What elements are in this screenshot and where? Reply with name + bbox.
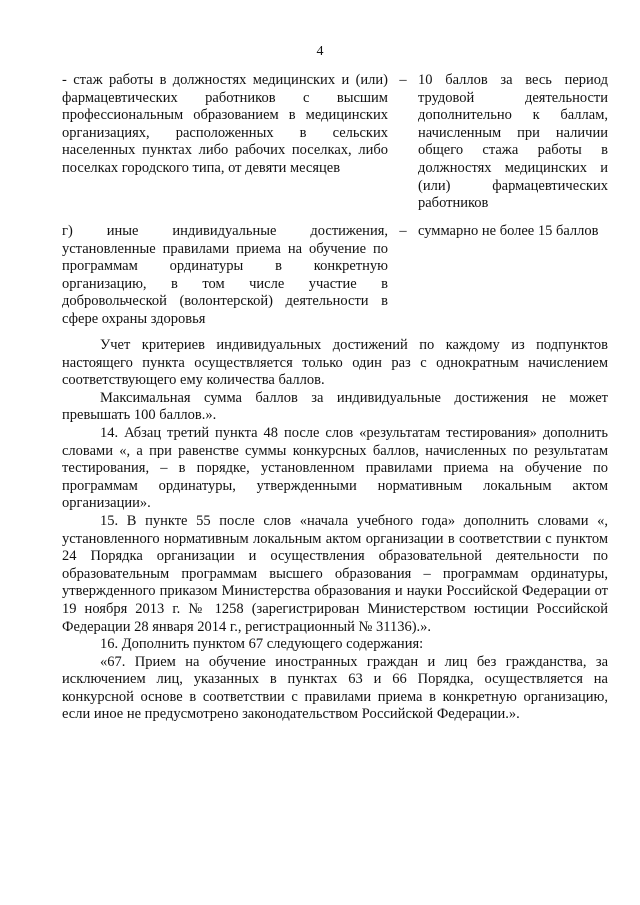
paragraph: Учет критериев индивидуальных достижений по каждому из подпунктов настоящего пункта осуществляется только один раз с однократным начислением соответствующего ему количества баллов. — [62, 337, 608, 389]
dash-separator: – — [399, 72, 407, 88]
dash-separator: – — [399, 223, 407, 239]
criterion-text: - стаж работы в должностях медицинских и (или) фармацевтических работников с высшим профессиональным образованием в медицинских организациях, расположенных в сельских населенных пунктах либо рабочих поселках, либо поселках городского типа, от девяти месяцев — [62, 72, 388, 176]
criterion-text: г) иные индивидуальные достижения, установленные правилами приема на обучение по программам ординатуры в конкретную организацию, в том числе участие в добровольческой (волонтерской) деятельности в сфере охраны здоровья — [62, 223, 388, 327]
paragraph: 16. Дополнить пунктом 67 следующего содержания: — [100, 636, 424, 653]
body-text — [62, 337, 608, 724]
points-text: суммарно не более 15 баллов — [418, 223, 599, 239]
points-text: 10 баллов за весь период трудовой деятельности дополнительно к баллам, начисленным при наличии общего стажа работы в должностях медицинских и (или) фармацевтических работников — [418, 72, 608, 212]
paragraph: «67. Прием на обучение иностранных граждан и лиц без гражданства, за исключением лиц, указанных в пунктах 63 и 66 Порядка, осуществляется на конкурсной основе в соответствии с правилами приема в конкретную организацию, если иное не предусмотрено законодательством Российской Федерации.». — [62, 653, 608, 723]
paragraph: 14. Абзац третий пункта 48 после слов «результатам тестирования» дополнить словами «, а при равенстве суммы конкурсных баллов, начисленных по результатам тестирования, – в порядке, установленном правилами приема на обучение по программам ординатуры, утвержденными нормативным локальным актом организации». — [62, 424, 608, 512]
paragraph: 15. В пункте 55 после слов «начала учебного года» дополнить словами «, установленного нормативным локальным актом организации в соответствии с пунктом 24 Порядка организации и осуществления образовательной деятельности по образовательным программам высшего образования – программам ординатуры, утвержденного приказом Министерства образования и науки Российской Федерации от 19 ноября 2013 г. № 1258 (зарегистрирован Министерством юстиции Российской Федерации 28 января 2014 г., регистрационный № 31136).». — [62, 512, 608, 635]
page-number: 4 — [316, 44, 324, 59]
paragraph: Максимальная сумма баллов за индивидуальные достижения не может превышать 100 баллов.». — [62, 389, 608, 424]
